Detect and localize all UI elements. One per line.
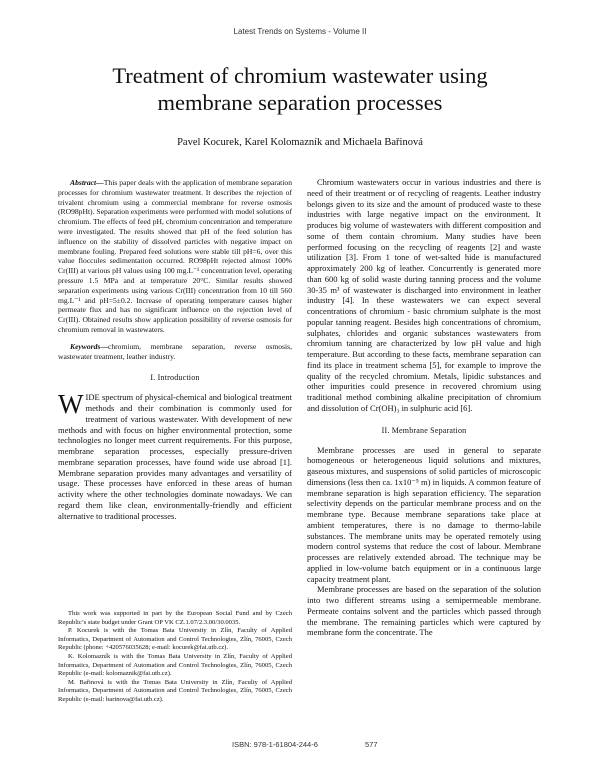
keywords: Keywords—chromium, membrane separation, reverse osmosis, wastewater treatment, leather industry. [58,341,292,361]
footnote-author-kocurek: P. Kocurek is with the Tomas Bata University in Zlín, Faculty of Applied Informatics, Department of Automation and Control Technologies, Zlín, 76005, Czech Republic (phone: +420576035628; e-mail: kocurek@fai.utb.cz). [58,627,292,652]
section-heading-introduction: I. Introduction [150,373,200,383]
author-list: Pavel Kocurek, Karel Kolomazník and Michaela Bařinová [177,137,423,148]
membrane-principle-paragraph: Membrane processes are based on the separation of the solution into two different streams using a semipermeable membrane. Permeate contains solvent and the particles which passed through the membrane. The remaining particles which were captured by membrane form the concentrate. The [307,584,541,638]
title-line-1: Treatment of chromium wastewater using [112,63,488,88]
running-head: Latest Trends on Systems - Volume II [233,27,367,36]
drop-cap: W [58,389,84,420]
footnote-author-kolomaznik: K. Kolomazník is with the Tomas Bata University in Zlín, Faculty of Applied Informatics, Department of Automation and Control Technologies, Zlín, 76005, Czech Republic (e-mail: kolomaznik@fai.utb.cz). [58,652,292,678]
isbn: ISBN: 978-1-61804-244-6 [232,740,318,749]
abstract: Abstract—This paper deals with the application of membrane separation processes for chromium wastewater treatment. It describes the rejection of trivalent chromium using a commercial membrane for reverse osmosis (RO98pHt). Separation experiments were performed with model solutions of chromium. The effects of feed pH, chromium concentration and temperature were investigated. The results showed that pH of the feed solution has influence on the stability of dissolved particles with negative impact on membrane fouling. Prepared feed solutions were stable till pH=6, over this value floccules sedimentation occurred. RO98pHt rejected almost 100% Cr(III) at various pH values using 100 mg.L⁻¹ concentration level, operating pressure 1.5 MPa and at temperature 20°C. Similar results showed separation experiments using various Cr(III) concentration from 10 till 560 mg.L⁻¹ and pH=5±0.2. Increase of operating temperature causes higher permeate flux and has no significant influence on the rejection level of Cr(III). Obtained results show application possibility of reverse osmosis for chromium removal in wastewaters. [58,178,292,334]
page-number: 577 [365,740,378,749]
footnote-funding: This work was supported in part by the European Social Fund and by Czech Republic’s state budget under Grant OP VK CZ.1.07/2.3.00/30.0035. [58,610,292,626]
membrane-processes-paragraph: Membrane processes are used in general to separate homogeneous or heterogeneous liquid solutions and mixtures, gaseous mixtures, and suspensions of solid particles of microscopic dimensions (less then ca. 1x10⁻⁵ m) in liquids. A common feature of membrane separation is high separation efficiency. The separation selectivity depends on the particular membrane process and on the membrane type. Because membrane separations take place at ambient temperatures, there is no damage to thermo-labile substances. The membrane units may be operated remotely using modern control systems that reduce the cost of labour. Membrane processes are relatively extended abroad. The technique may be applied in low-volume batch equipment or in a continuous large capacity treatment plant. [307,444,541,584]
keywords-label: Keywords [70,341,101,351]
footnote-author-barinova: M. Bařinová is with the Tomas Bata University in Zlín, Faculty of Applied Informatics, Department of Automation and Control Technologies, Zlín, 76005, Czech Republic (e-mail: barinova@fai.utb.cz). [58,678,292,703]
right-column [307,177,541,638]
footnotes [58,610,292,705]
keywords-text: chromium, membrane separation, reverse osmosis, wastewater treatment, leather industry. [58,341,292,361]
abstract-label: Abstract [70,178,97,187]
introduction-paragraph [58,389,292,521]
abstract-text: This paper deals with the application of membrane separation processes for chromium wastewater treatment. It describes the rejection of trivalent chromium using a commercial membrane for reverse osmosis (RO98pHt). Separation experiments were performed with model solutions of chromium. The effects of feed pH, chromium concentration and temperature were investigated. The results showed that pH of the feed solution has influence on the stability of dissolved particles with negative impact on membrane fouling. Prepared feed solutions were stable till pH=6, over this value floccules sedimentation occurred. RO98pHt rejected almost 100% Cr(III) at various pH values using 100 mg.L⁻¹ concentration level, operating pressure 1.5 MPa and at temperature 20°C. Similar results showed separation experiments using various Cr(III) concentration from 10 till 560 mg.L⁻¹ and pH=5±0.2. Increase of operating temperature causes higher permeate flux and has no significant influence on the rejection level of Cr(III). Obtained results show application possibility of reverse osmosis for chromium removal in wastewaters. [58,178,292,334]
introduction-text: IDE spectrum of physical-chemical and biological treatment methods and their combination is commonly used for treatment of various wastewater. With development of new methods and with focus on higher environmental protection, some technologies no longer meet current requirements. For this purpose, membrane separation processes, especially pressure-driven membrane separation processes, have found wide use abroad [1]. Membrane separation provides many advantages and versatility of usage. These processes have enforced in these areas of human activity where the other technologies dominate nowadays. We can regard them like clean, environmentally-friendly and efficient alternative to traditional processes. [58,392,292,521]
chromium-wastewater-paragraph: Chromium wastewaters occur in various industries and there is need of their treatment or of recycling of reagents. Leather industry belongs given to its size and the amount of produced waste to these industries with large negative impact on the environment. It produces big volume of wastewaters with different composition and some of them contain chromium. Many studies have been performed focusing on the recycling of reagents [2] and waste utilization [3]. From 1 tone of wet-salted hide is manufactured approximately 200 kg of leather. Concurrently is generated more than 600 kg of solid waste during tanning process and the volume 30-35 m³ of wastewater is discharged into environment in leather industry [4]. In these wastewaters we can expect several concentrations of chromium - basic chromium sulphate is the most popular tanning reagent. Besides high concentrations of chromium, sulphates, chlorides and organic substances wastewaters from chromium tanning are characterized by low pH value and high temperature. But according to these facts, membrane separation can find its place in treatment schema [5], for example to improve the quality of the recycled chromium. Metals, lipidic substances and other impurities could presence in recovered chromium using traditional method combining alkaline precipitation of chromium and dissolution of Cr(OH)₃ in sulphuric acid [6]. [307,177,541,413]
section-heading-membrane-separation: II. Membrane Separation [381,425,467,435]
title-line-2: membrane separation processes [157,90,443,115]
paper-title [60,62,540,116]
left-column [58,178,292,521]
